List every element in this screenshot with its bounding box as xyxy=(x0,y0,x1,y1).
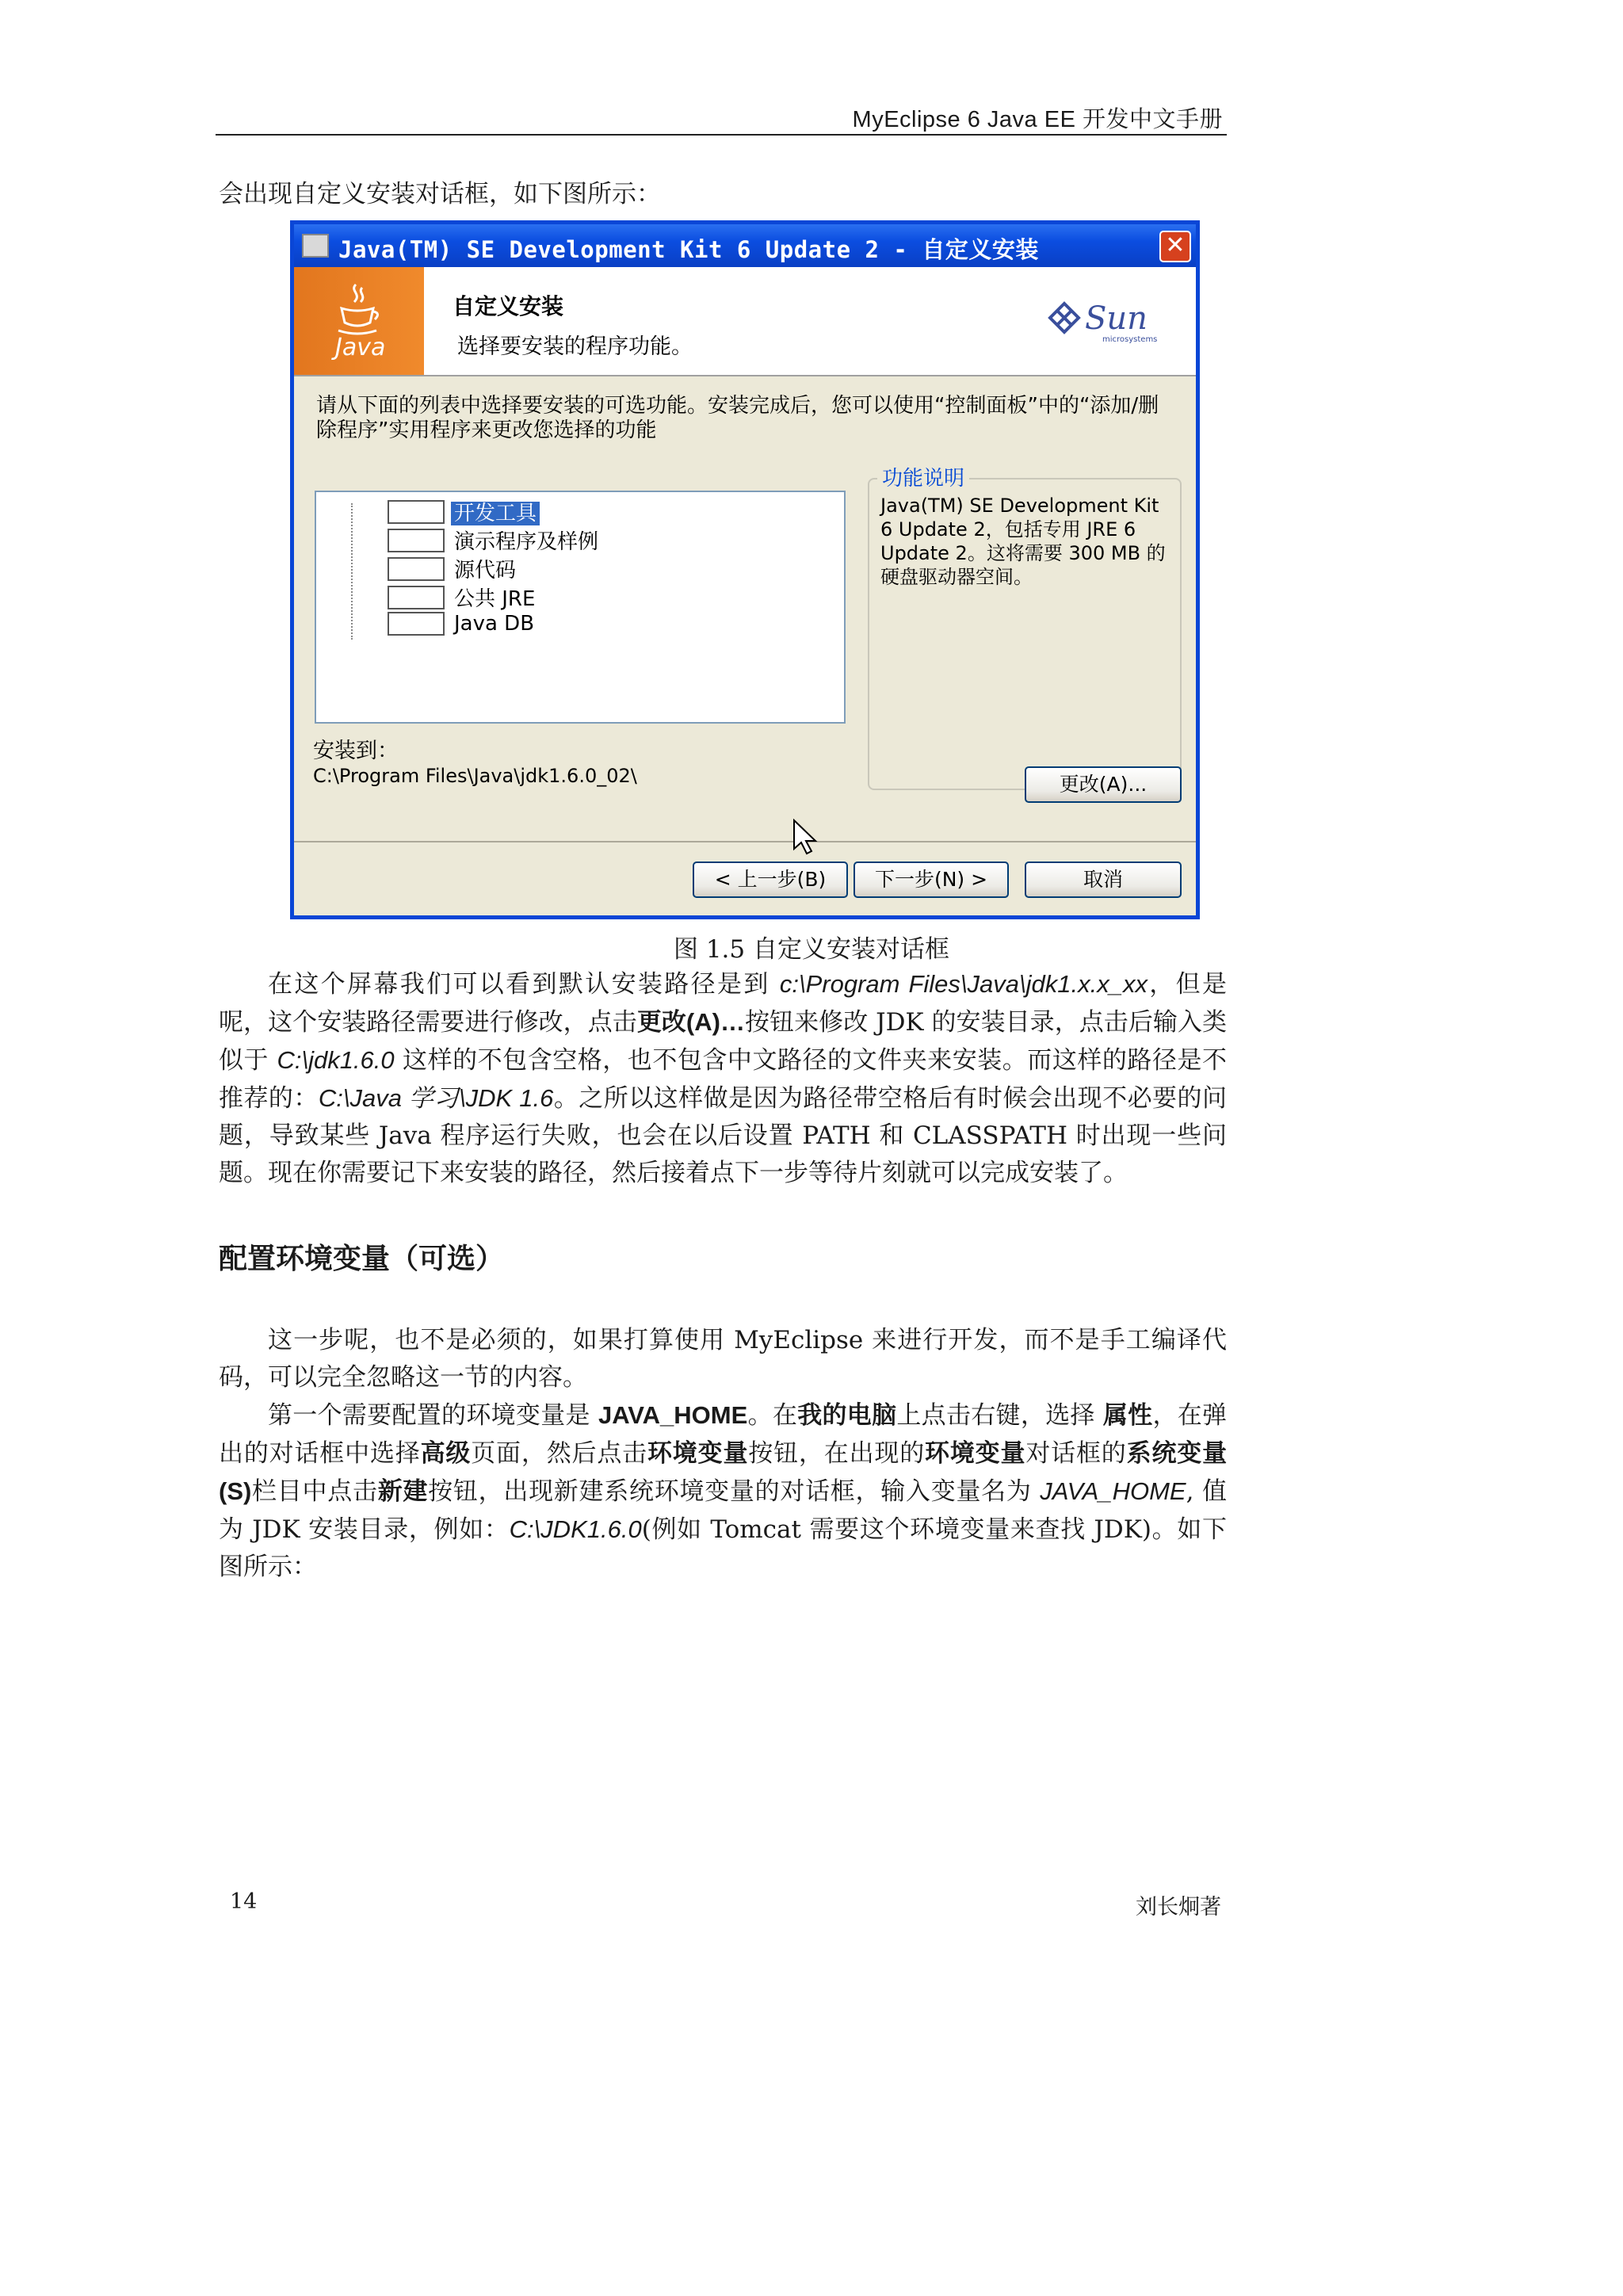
drive-dropdown-icon[interactable] xyxy=(388,586,445,609)
paragraph-optional: 这一步呢，也不是必须的，如果打算使用 MyEclipse 来进行开发，而不是手工编译代码，可以完全忽略这一节的内容。 xyxy=(219,1326,1227,1392)
dialog-banner xyxy=(294,267,1196,376)
dialog-titlebar[interactable] xyxy=(294,224,1196,267)
drive-dropdown-icon[interactable] xyxy=(388,529,445,552)
paragraph-java-home: 第一个需要配置的环境变量是 JAVA_HOME。在我的电脑上点击右键，选择 属性，在弹出的对话框中选择高级页面，然后点击环境变量按钮，在出现的环境变量对话框的系统变量(S)栏目中点击新建按钮，出现新建系统环境变量的对话框，输入变量名为 JAVA_HOME, 值为 JDK 安装目录，例如：C:\JDK1.6.0(例如 Tomcat 需要这个环境变量来查找 JDK)。如下图所示： xyxy=(219,1401,1228,1581)
feature-description-label: 功能说明 xyxy=(877,462,969,491)
install-path: C:\Program Files\Java\jdk1.6.0_02\ xyxy=(313,765,637,787)
feature-item-dev-tools[interactable]: 开发工具 xyxy=(388,497,540,525)
close-button[interactable]: ✕ xyxy=(1159,231,1191,262)
running-header: MyEclipse 6 Java EE 开发中文手册 xyxy=(852,107,1223,132)
change-button[interactable]: 更改(A)... xyxy=(1025,766,1182,803)
java-logo-text: Java xyxy=(335,334,386,361)
banner-subtitle: 选择要安装的程序功能。 xyxy=(457,334,693,359)
install-to-label: 安装到： xyxy=(313,739,399,763)
next-button[interactable]: 下一步(N) > xyxy=(854,861,1009,898)
figure-caption: 图 1.5 自定义安装对话框 xyxy=(673,935,949,964)
mouse-cursor-icon xyxy=(792,819,819,855)
java-logo xyxy=(294,267,424,375)
drive-dropdown-icon[interactable] xyxy=(388,500,445,524)
dialog-description: 请从下面的列表中选择要安装的可选功能。安装完成后，您可以使用“控制面板”中的“添加/删除程序”实用程序来更改您选择的功能 xyxy=(316,394,1159,442)
footer-author: 刘长炯著 xyxy=(1136,1895,1221,1920)
sun-diamond-icon xyxy=(1050,304,1079,332)
feature-item-java-db[interactable]: Java DB xyxy=(388,611,537,640)
page-number: 14 xyxy=(230,1889,258,1914)
intro-text: 会出现自定义安装对话框，如下图所示： xyxy=(219,180,661,208)
paragraph-install-path: 在这个屏幕我们可以看到默认安装路径是到 c:\Program Files\Java\jdk1.x.x_xx，但是呢，这个安装路径需要进行修改，点击更改(A)…按钮来修改 JDK 的安装目录，点击后输入类似于 C:\jdk1.6.0 这样的不包含空格，也不包含中文路径的文件夹来安装。而这样的路径是不推荐的：C:\Java 学习\JDK 1.6。之所以这样做是因为路径带空格后有时候会出现不必要的问题，导致某些 Java 程序运行失败，也会在以后设置 PATH 和 CLASSPATH 时出现一些问题。现在你需要记下来安装的路径，然后接着点下一步等待片刻就可以完成安装了。 xyxy=(219,970,1228,1187)
tree-connector xyxy=(351,503,353,640)
sun-logo-text: Sun xyxy=(1085,300,1148,337)
feature-description-text: Java(TM) SE Development Kit 6 Update 2，包括专用 JRE 6 Update 2。这将需要 300 MB 的硬盘驱动器空间。 xyxy=(880,495,1166,588)
section-title: 配置环境变量（可选） xyxy=(219,1243,505,1275)
dialog-separator xyxy=(294,841,1196,842)
feature-item-demos[interactable]: 演示程序及样例 xyxy=(388,525,601,554)
installer-icon xyxy=(302,234,329,258)
custom-setup-dialog xyxy=(290,220,1200,919)
back-button[interactable]: < 上一步(B) xyxy=(693,861,848,898)
feature-tree[interactable] xyxy=(315,491,846,724)
cancel-button[interactable]: 取消 xyxy=(1025,861,1182,898)
drive-dropdown-icon[interactable] xyxy=(388,557,445,581)
sun-logo-subtext: microsystems xyxy=(1102,335,1158,344)
drive-dropdown-icon[interactable] xyxy=(388,612,445,636)
banner-title: 自定义安装 xyxy=(453,293,564,319)
dialog-title: Java(TM) SE Development Kit 6 Update 2 - 自定义安装 xyxy=(338,236,1039,263)
sun-logo xyxy=(1047,294,1166,350)
feature-item-source[interactable]: 源代码 xyxy=(388,554,519,583)
feature-item-public-jre[interactable]: 公共 JRE xyxy=(388,583,538,611)
header-rule xyxy=(216,134,1227,136)
java-cup-icon xyxy=(332,281,383,337)
